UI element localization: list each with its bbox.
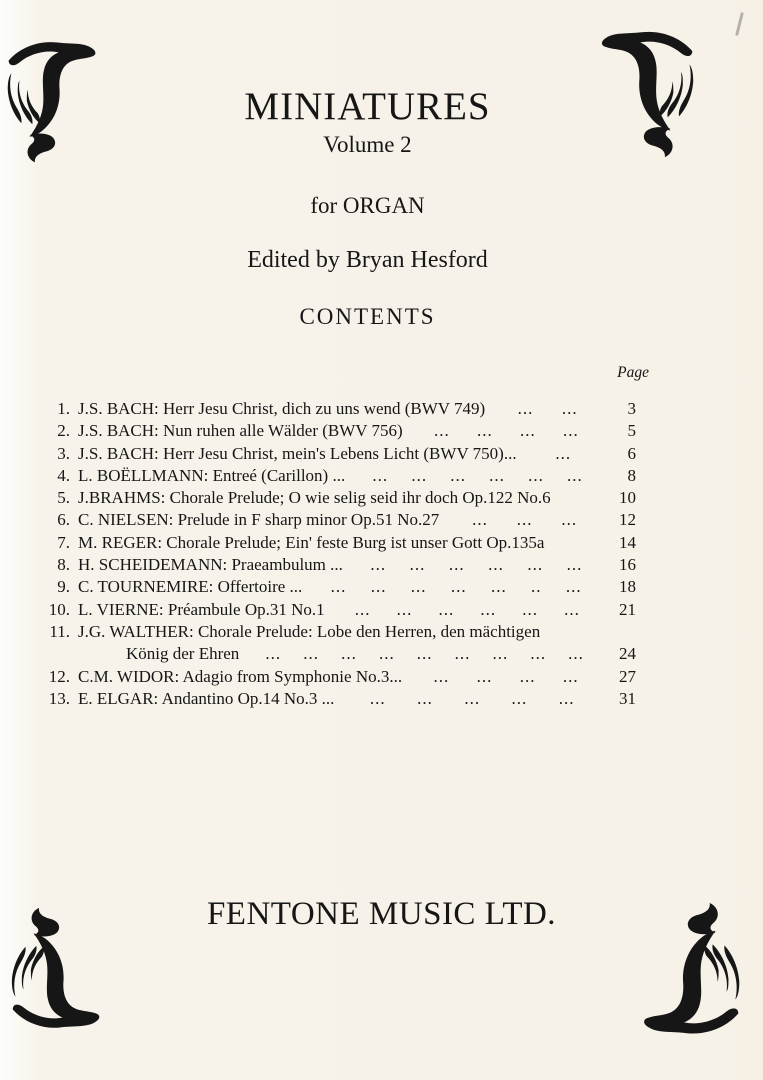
dot-group: ... (562, 421, 579, 441)
toc-page-number: 6 (627, 443, 636, 463)
toc-item-title: J.S. BACH: Herr Jesu Christ, dich zu uns wend (BWV 749) (78, 399, 486, 418)
toc-list (44, 398, 636, 710)
dot-group: ... (490, 577, 507, 597)
toc-item-number: 12. (48, 666, 70, 686)
toc-dot-leader (343, 554, 610, 576)
toc-item-number: 6. (57, 510, 70, 530)
toc-item-number: 3. (57, 443, 70, 463)
toc-page-number: 27 (619, 666, 636, 686)
toc-item-title: C. NIELSEN: Prelude in F sharp minor Op.51 No.27 (78, 510, 440, 530)
dot-group: ... (511, 688, 528, 708)
toc-row (44, 554, 636, 576)
dot-group: ... (341, 644, 357, 664)
toc-page-number: 12 (619, 510, 636, 530)
dot-group: ... (330, 577, 347, 597)
toc-dot-leader (325, 599, 610, 621)
dot-group: ... (567, 465, 583, 485)
toc-row (44, 643, 636, 665)
toc-row (44, 487, 636, 509)
dot-group: ... (564, 599, 580, 619)
dot-group: ... (396, 599, 413, 619)
toc-row (44, 621, 636, 643)
toc-item-title: C. TOURNEMIRE: Offertoire ... (78, 577, 303, 597)
toc-dot-leader (485, 398, 610, 420)
toc-item-number: 9. (57, 577, 70, 597)
dot-group: ... (488, 555, 504, 575)
toc-dot-leader (334, 688, 610, 710)
dot-group: ... (519, 666, 536, 686)
toc-item-title: J.G. WALTHER: Chorale Prelude: Lobe den Herren, den mächtigen (78, 621, 541, 641)
toc-dot-leader (239, 643, 610, 665)
toc-item-number: 2. (57, 421, 70, 441)
volume-subtitle: Volume 2 (323, 132, 412, 157)
dot-group: ... (566, 555, 583, 575)
dot-group: ... (303, 644, 319, 664)
dot-group: ... (527, 555, 544, 575)
toc-item-number: 7. (57, 532, 70, 552)
toc-row (44, 599, 636, 621)
toc-item-number: 8. (57, 555, 70, 575)
dot-group: ... (528, 465, 544, 485)
toc-item-title: L. VIERNE: Préambule Op.31 No.1 (78, 599, 325, 619)
dot-group: ... (522, 599, 538, 619)
toc-dot-leader (402, 666, 610, 688)
toc-page-number: 31 (619, 688, 636, 708)
toc-page-number: 10 (619, 488, 636, 508)
dot-group: ... (568, 644, 584, 664)
toc-item-title: H. SCHEIDEMANN: Praeambulum ... (78, 555, 343, 575)
dot-group: ... (565, 577, 582, 597)
toc-row (44, 443, 636, 465)
dot-group: ... (370, 577, 387, 597)
dot-group: ... (517, 399, 534, 418)
toc-row (44, 398, 636, 420)
dot-group: ... (450, 577, 467, 597)
dot-group: ... (489, 465, 505, 485)
toc-page-number: 18 (619, 577, 636, 597)
publisher-name: FENTONE MUSIC LTD. (206, 896, 557, 932)
toc-item-number: 10. (48, 599, 70, 619)
toc-page-number: 3 (627, 399, 636, 418)
scan-artifact-mark (735, 12, 744, 36)
toc-item-number: 1. (57, 399, 70, 418)
dot-group: ... (411, 465, 428, 485)
dot-group: ... (454, 644, 471, 664)
toc-dot-leader (517, 443, 610, 465)
dot-group: ... (472, 510, 488, 530)
dot-group: ... (480, 599, 497, 619)
toc-page-number: 16 (619, 555, 636, 575)
instrument-line: for ORGAN (310, 193, 425, 218)
dot-group: ... (416, 644, 433, 664)
toc-item-number: 5. (57, 488, 70, 508)
toc-row (44, 688, 636, 710)
toc-row (44, 666, 636, 688)
dot-group: ... (450, 465, 466, 485)
toc-item-title: C.M. WIDOR: Adagio from Symphonie No.3... (78, 666, 403, 686)
dot-group: ... (265, 644, 282, 664)
dot-group: ... (410, 577, 427, 597)
dot-group: ... (516, 510, 533, 530)
toc-dot-leader (345, 465, 610, 487)
toc-page-number: 5 (627, 421, 636, 441)
page-title: MINIATURES (244, 85, 491, 128)
page-column-label: Page (617, 364, 649, 381)
dot-group: ... (433, 666, 450, 686)
dot-group: ... (409, 555, 426, 575)
toc-item-title-continued: König der Ehren (126, 644, 240, 664)
dot-group: ... (433, 421, 450, 441)
toc-item-number: 13. (48, 688, 70, 708)
toc-dot-leader (302, 576, 610, 598)
toc-page-number: 24 (619, 644, 636, 664)
toc-item-title: L. BOËLLMANN: Entreé (Carillon) ... (78, 465, 346, 485)
toc-item-title: J.BRAHMS: Chorale Prelude; O wie selig seid ihr doch Op.122 No.6 (78, 488, 551, 508)
dot-group: ... (438, 599, 455, 619)
contents-heading: CONTENTS (299, 304, 436, 329)
dot-group: ... (378, 644, 395, 664)
toc-dot-leader (403, 420, 610, 442)
toc-row (44, 532, 636, 554)
dot-group: ... (492, 644, 509, 664)
dot-group: ... (561, 399, 578, 418)
dot-group: .. (531, 577, 542, 597)
dot-group: ... (562, 666, 579, 686)
dot-group: ... (530, 644, 547, 664)
dot-group: ... (476, 421, 493, 441)
toc-item-number: 11. (49, 621, 70, 641)
dot-group: ... (561, 510, 578, 530)
toc-row (44, 465, 636, 487)
toc-item-title: J.S. BACH: Nun ruhen alle Wälder (BWV 756) (78, 421, 403, 441)
dot-group: ... (369, 688, 386, 708)
dot-group: ... (372, 465, 389, 485)
dot-group: ... (370, 555, 387, 575)
toc-row (44, 509, 636, 531)
dot-group: ... (448, 555, 465, 575)
dot-group: ... (354, 599, 371, 619)
toc-dot-leader (439, 509, 610, 531)
toc-page-number: 21 (619, 599, 636, 619)
toc-page-number: 8 (627, 465, 636, 485)
dot-group: ... (476, 666, 493, 686)
dot-group: ... (417, 688, 433, 708)
toc-item-title: E. ELGAR: Andantino Op.14 No.3 ... (78, 688, 335, 708)
toc-row (44, 420, 636, 442)
dot-group: ... (555, 443, 572, 463)
dot-group: ... (464, 688, 481, 708)
dot-group: ... (519, 421, 536, 441)
toc-page-number: 14 (619, 532, 636, 552)
toc-row (44, 576, 636, 598)
editor-line: Edited by Bryan Hesford (247, 247, 488, 273)
toc-item-title: J.S. BACH: Herr Jesu Christ, mein's Lebens Licht (BWV 750)... (78, 443, 517, 463)
toc-item-title: M. REGER: Chorale Prelude; Ein' feste Burg ist unser Gott Op.135a (78, 532, 545, 552)
dot-group: ... (558, 688, 575, 708)
toc-item-number: 4. (57, 465, 70, 485)
